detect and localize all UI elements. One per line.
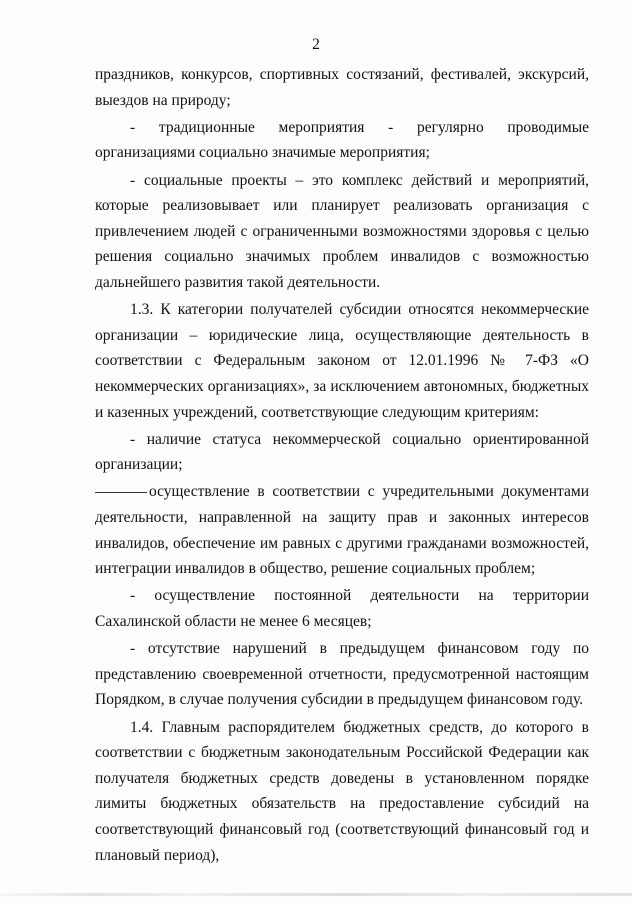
- paragraph-traditional-events: [95, 115, 589, 166]
- document-body: [95, 62, 589, 870]
- paragraph-section-1-3: [95, 297, 589, 425]
- paragraph-holidays: [95, 62, 589, 113]
- paragraph-text: - традиционные мероприятия - регулярно проводимые организациями социально значимые мероприятия;: [95, 118, 589, 162]
- paragraph-text: - отсутствие нарушений в предыдущем финансовом году по представлению своевременной отчетности, предусмотренной настоящим Порядком, в случае получения субсидии в предыдущем финансовом году.: [95, 640, 589, 709]
- paragraph-criterion-duration: [95, 583, 589, 634]
- scan-edge-artifact: [0, 893, 632, 896]
- paragraph-text: - наличие статуса некоммерческой социально ориентированной организации;: [95, 430, 589, 474]
- paragraph-social-projects: [95, 168, 589, 296]
- paragraph-text: - осуществление постоянной деятельности на территории Сахалинской области не менее 6 месяцев;: [95, 587, 589, 631]
- paragraph-text: 1.3. К категории получателей субсидии относятся некоммерческие организации – юридические лица, осуществляющие деятельность в соответствии с Федеральным законом от 12.01.1996 № 7-ФЗ «О некоммерческих организациях», за исключением автономных, бюджетных и казенных учреждений, соответствующие следующим критериям:: [95, 301, 589, 421]
- paragraph-text: осуществление в соответствии с учредительными документами деятельности, направленной на защиту прав и законных интересов инвалидов, обеспечение им равных с другими гражданами возможностей, интеграции инвалидов в общество, решение социальных проблем;: [95, 483, 589, 578]
- paragraph-text: - социальные проекты – это комплекс действий и мероприятий, которые реализовывает или планирует реализовать организация с привлечением людей с ограниченными возможностями здоровья с целью решения социально значимых проблем инвалидов с возможностью дальнейшего развития такой деятельности.: [95, 171, 589, 291]
- handwritten-strike-mark: [95, 492, 147, 493]
- page-number: 2: [312, 36, 320, 53]
- paragraph-text: праздников, конкурсов, спортивных состязаний, фестивалей, экскурсий, выездов на природу;: [95, 66, 589, 109]
- paragraph-criterion-status: [95, 427, 589, 478]
- paragraph-criterion-reporting: [95, 636, 589, 713]
- paragraph-text: 1.4. Главным распорядителем бюджетных средств, до которого в соответствии с бюджетным законодательным Российской Федерации как получателя бюджетных средств доведены в установленном порядке лимиты бюджетных обязательств на предоставление субсидий на соответствующий финансовый год (соответствующий финансовый год и плановый период),: [95, 718, 589, 864]
- paragraph-section-1-4: [95, 715, 589, 869]
- paragraph-criterion-activity: [95, 479, 589, 581]
